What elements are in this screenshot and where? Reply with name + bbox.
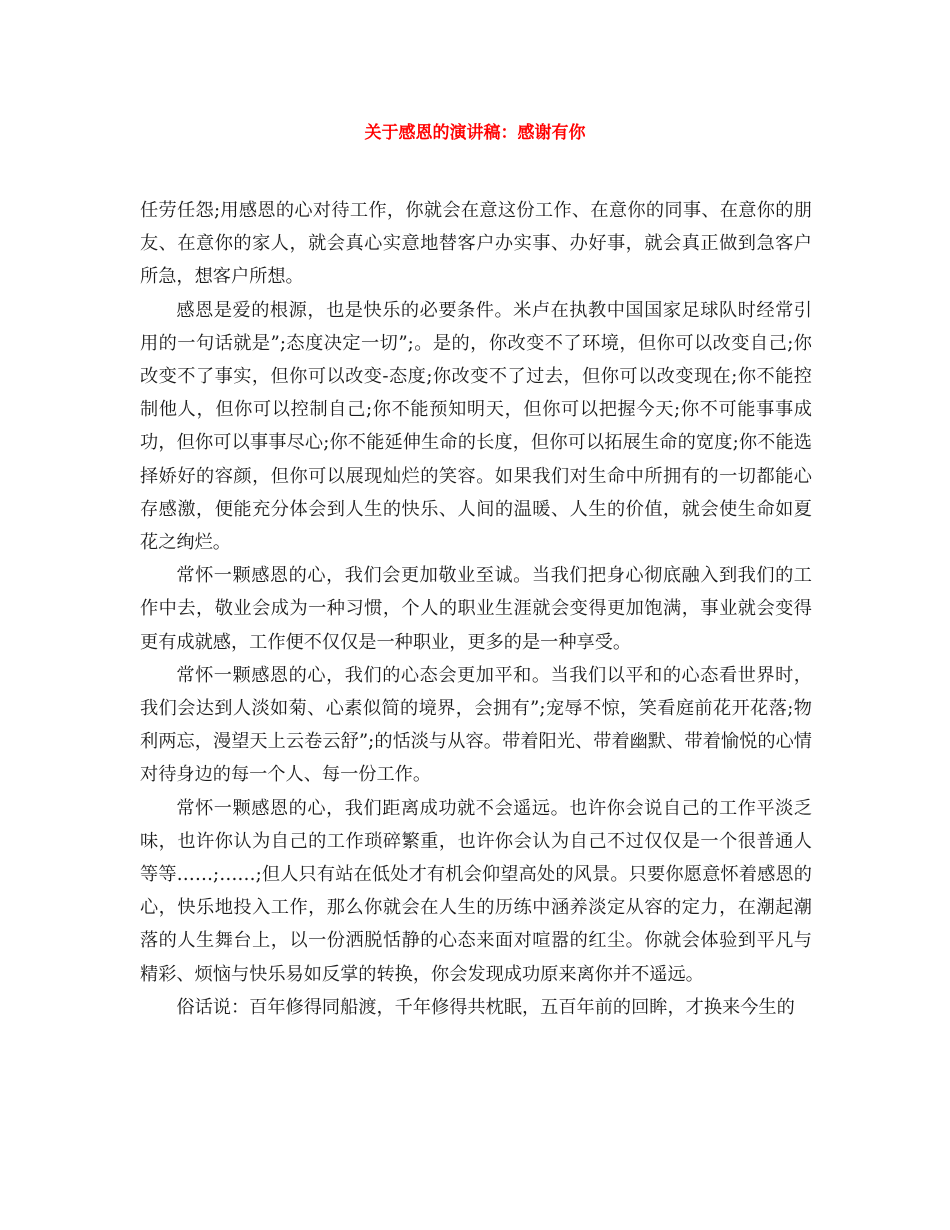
paragraph-success: 常怀一颗感恩的心，我们距离成功就不会遥远。也许你会说自己的工作平淡乏味，也许你认为自己的工作琐碎繁重，也许你会认为自己不过仅仅是一个很普通人等等……;……;但人只有站在低处才有机会仰望高处的风景。只要你愿意怀着感恩的心，快乐地投入工作，那么你就会在人生的历练中涵养淡定从容的定力，在潮起潮落的人生舞台上，以一份洒脱恬静的心态来面对喧嚣的红尘。你就会体验到平凡与精彩、烦恼与快乐易如反掌的转换，你会发现成功原来离你并不遥远。 <box>140 797 812 985</box>
paragraph-calm-mind: 常怀一颗感恩的心，我们的心态会更加平和。当我们以平和的心态看世界时，我们会达到人淡如菊、心素似简的境界，会拥有”;宠辱不惊，笑看庭前花开花落;物利两忘，漫望天上云卷云舒”;的恬淡与从容。带着阳光、带着幽默、带着愉悦的心情对待身边的每一个人、每一份工作。 <box>140 664 812 786</box>
paragraph-gratitude-root: 感恩是爱的根源，也是快乐的必要条件。米卢在执教中国国家足球队时经常引用的一句话就是”;态度决定一切”;。是的，你改变不了环境，但你可以改变自己;你改变不了事实，但你可以改变-态度;你改变不了过去，但你可以改变现在;你不能控制他人，但你可以控制自己;你不能预知明天，但你可以把握今天;你不可能事事成功，但你可以事事尽心;你不能延伸生命的长度，但你可以拓展生命的宽度;你不能选择娇好的容颜，但你可以展现灿烂的笑容。如果我们对生命中所拥有的一切都能心存感激，便能充分体会到人生的快乐、人间的温暖、人生的价值，就会使生命如夏花之绚烂。 <box>140 299 812 554</box>
paragraph-dedication: 常怀一颗感恩的心，我们会更加敬业至诚。当我们把身心彻底融入到我们的工作中去，敬业会成为一种习惯，个人的职业生涯就会变得更加饱满，事业就会变得更有成就感，工作便不仅仅是一种职业，更多的是一种享受。 <box>140 565 812 653</box>
document-body <box>140 194 812 1024</box>
paragraph-proverb: 俗话说：百年修得同船渡，千年修得共枕眠，五百年前的回眸，才换来今生的 <box>176 996 795 1018</box>
paragraph-continuation: 任劳任怨;用感恩的心对待工作，你就会在意这份工作、在意你的同事、在意你的朋友、在意你的家人，就会真心实意地替客户办实事、办好事，就会真正做到急客户所急，想客户所想。 <box>140 200 812 288</box>
document-title: 关于感恩的演讲稿：感谢有你 <box>364 123 586 143</box>
